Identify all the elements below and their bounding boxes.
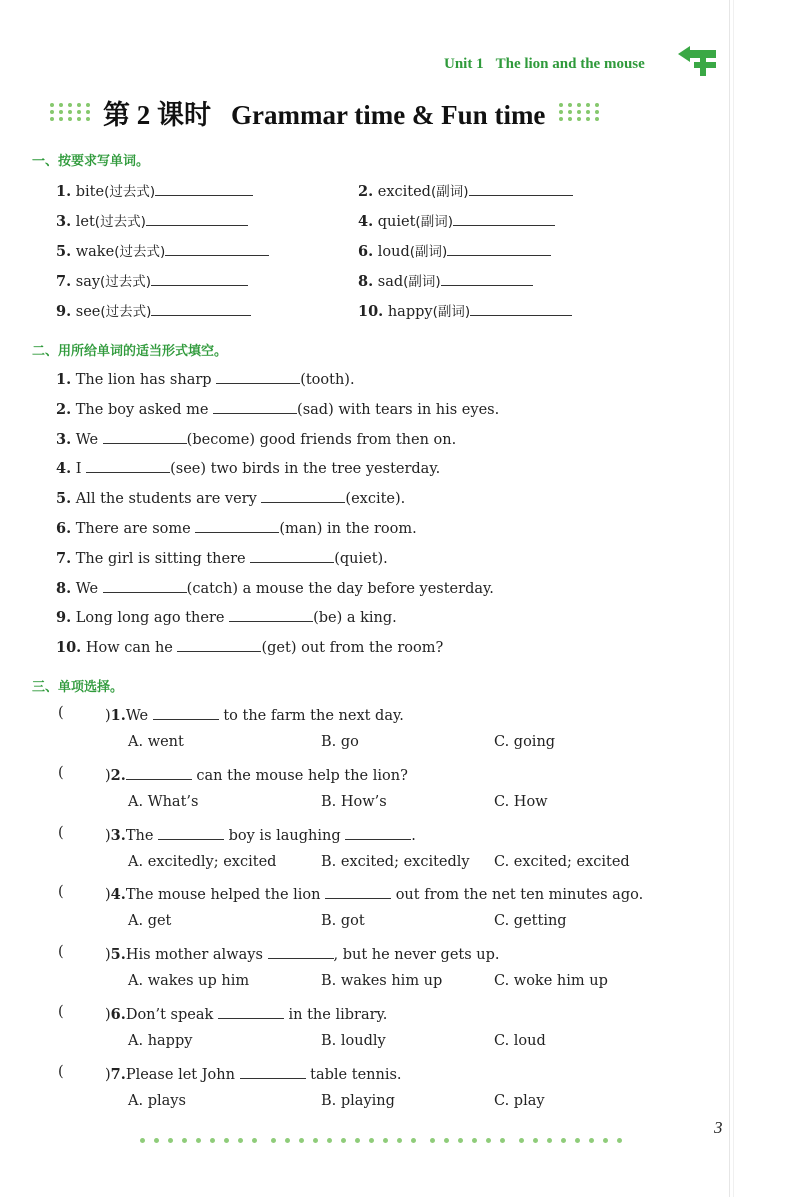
footer-dot bbox=[411, 1138, 416, 1143]
question-stem bbox=[105, 884, 643, 903]
item-number: 3. bbox=[56, 213, 72, 230]
answer-paren-open: ( bbox=[58, 764, 64, 781]
option-b[interactable]: B. got bbox=[321, 913, 365, 930]
word-task bbox=[358, 270, 533, 290]
item-number: 5. bbox=[110, 946, 126, 964]
option-a[interactable]: A. What’s bbox=[128, 793, 199, 810]
item-number: 6. bbox=[110, 1006, 126, 1023]
fill-blank-item bbox=[56, 578, 494, 597]
task-word: wake bbox=[75, 244, 115, 260]
unit-label: Unit 1 bbox=[444, 55, 484, 72]
answer-blank[interactable] bbox=[345, 825, 411, 840]
footer-dot bbox=[341, 1138, 346, 1143]
stem-text: Don’t speak bbox=[125, 1007, 218, 1023]
stem-text: can the mouse help the lion? bbox=[191, 767, 408, 784]
footer-dot bbox=[519, 1138, 524, 1143]
sentence-end: (man) in the room. bbox=[279, 521, 417, 537]
sentence-end: (be) a king. bbox=[313, 610, 397, 627]
stem-text: His mother always bbox=[125, 947, 268, 964]
answer-blank[interactable] bbox=[155, 181, 253, 196]
task-word: loud bbox=[377, 244, 410, 260]
answer-blank[interactable] bbox=[470, 301, 572, 316]
footer-dot bbox=[369, 1138, 374, 1143]
item-number: 6. bbox=[358, 243, 374, 260]
paren-close: ) bbox=[105, 827, 111, 844]
footer-dot bbox=[313, 1138, 318, 1143]
page-number: 3 bbox=[714, 1118, 723, 1137]
answer-blank[interactable] bbox=[218, 1004, 284, 1019]
task-word: let bbox=[75, 214, 95, 230]
item-number: 1. bbox=[110, 707, 126, 724]
option-a[interactable]: A. happy bbox=[128, 1033, 193, 1049]
answer-paren-open: ( bbox=[58, 1063, 64, 1080]
answer-blank[interactable] bbox=[153, 705, 219, 720]
footer-dot bbox=[327, 1138, 332, 1143]
footer-dot bbox=[533, 1138, 538, 1143]
item-number: 5. bbox=[56, 243, 72, 260]
item-number: 2. bbox=[358, 183, 374, 200]
mc-question bbox=[0, 1064, 760, 1084]
footer-dot bbox=[561, 1138, 566, 1143]
item-number: 1. bbox=[56, 183, 72, 200]
answer-blank[interactable] bbox=[151, 301, 251, 316]
option-a[interactable]: A. plays bbox=[128, 1092, 186, 1109]
option-c[interactable]: C. How bbox=[494, 793, 548, 810]
sentence-end: (get) out from the room? bbox=[261, 640, 444, 657]
task-word: excited bbox=[377, 184, 431, 200]
footer-dot bbox=[196, 1138, 201, 1143]
task-hint: (过去式) bbox=[100, 274, 152, 290]
footer-dot bbox=[547, 1138, 552, 1143]
answer-blank[interactable] bbox=[103, 578, 187, 593]
question-stem bbox=[105, 944, 500, 963]
option-b[interactable]: B. playing bbox=[321, 1092, 395, 1109]
sentence-start: We bbox=[75, 580, 103, 597]
footer-dot bbox=[472, 1138, 477, 1143]
footer-dot bbox=[603, 1138, 608, 1143]
stem-text: out from the net ten minutes ago. bbox=[391, 887, 644, 904]
sentence-start: There are some bbox=[75, 521, 196, 537]
footer-dot bbox=[252, 1138, 257, 1143]
word-task bbox=[358, 240, 551, 260]
fill-blank-item bbox=[56, 399, 499, 418]
option-b[interactable]: B. go bbox=[321, 734, 359, 750]
item-number: 9. bbox=[56, 609, 72, 627]
footer-dot bbox=[500, 1138, 505, 1143]
answer-blank[interactable] bbox=[103, 429, 187, 444]
stem-text: Please let John bbox=[125, 1066, 240, 1083]
footer-dot bbox=[182, 1138, 187, 1143]
fill-blank-item bbox=[56, 458, 440, 477]
answer-blank[interactable] bbox=[86, 458, 170, 473]
word-task bbox=[358, 300, 572, 320]
stem-text: table tennis. bbox=[305, 1066, 402, 1083]
answer-blank[interactable] bbox=[158, 825, 224, 840]
item-number: 7. bbox=[56, 273, 72, 290]
fill-blank-item bbox=[56, 429, 456, 448]
footer-dot bbox=[285, 1138, 290, 1143]
mc-question bbox=[0, 1004, 760, 1024]
mc-question bbox=[0, 705, 760, 725]
stem-text: . bbox=[411, 827, 416, 844]
fill-blank-item bbox=[56, 548, 388, 567]
option-a[interactable]: A. wakes up him bbox=[128, 973, 250, 990]
answer-blank[interactable] bbox=[146, 211, 248, 226]
sentence-end: (catch) a mouse the day before yesterday. bbox=[186, 580, 494, 597]
lesson-title bbox=[103, 93, 545, 132]
answer-blank[interactable] bbox=[177, 637, 261, 652]
option-b[interactable]: B. How’s bbox=[321, 793, 387, 810]
footer-dot bbox=[299, 1138, 304, 1143]
sentence-end: (excite). bbox=[345, 491, 406, 508]
option-b[interactable]: B. wakes him up bbox=[321, 973, 443, 990]
option-b[interactable]: B. loudly bbox=[321, 1033, 386, 1049]
item-number: 10. bbox=[358, 303, 384, 320]
paren-close: ) bbox=[105, 947, 111, 964]
answer-blank[interactable] bbox=[195, 518, 279, 533]
answer-slot[interactable] bbox=[68, 1004, 100, 1022]
item-number: 9. bbox=[56, 303, 72, 320]
paren-close: ) bbox=[105, 1066, 111, 1083]
item-number: 4. bbox=[110, 886, 126, 904]
footer-dot bbox=[210, 1138, 215, 1143]
item-number: 4. bbox=[358, 213, 374, 230]
footer-dot bbox=[355, 1138, 360, 1143]
paren-close: ) bbox=[105, 767, 111, 784]
task-hint: (过去式) bbox=[104, 184, 156, 200]
answer-blank[interactable] bbox=[325, 884, 391, 899]
task-word: happy bbox=[387, 304, 433, 320]
item-number: 3. bbox=[110, 826, 126, 844]
fill-blank-item bbox=[56, 518, 417, 537]
option-a[interactable]: A. went bbox=[128, 734, 184, 750]
item-number: 5. bbox=[56, 490, 72, 508]
sentence-end: (tooth). bbox=[300, 372, 355, 388]
fill-blank-item bbox=[56, 369, 355, 388]
question-stem bbox=[105, 1064, 402, 1083]
sentence-end: (quiet). bbox=[334, 550, 388, 567]
answer-blank[interactable] bbox=[213, 399, 297, 414]
stem-text: boy is laughing bbox=[224, 827, 346, 844]
item-number: 2. bbox=[56, 400, 72, 418]
paren-close: ) bbox=[105, 887, 111, 904]
fill-blank-item bbox=[56, 637, 443, 656]
task-word: see bbox=[75, 304, 101, 320]
option-c[interactable]: C. getting bbox=[494, 913, 567, 930]
sentence-start: The girl is sitting there bbox=[75, 550, 251, 567]
fill-blank-item bbox=[56, 607, 397, 626]
title-dots-left bbox=[50, 103, 91, 121]
answer-paren-open: ( bbox=[58, 884, 64, 901]
word-task bbox=[56, 270, 248, 290]
answer-blank[interactable] bbox=[240, 1064, 306, 1079]
answer-slot[interactable] bbox=[68, 944, 100, 962]
sentence-start: I bbox=[75, 461, 87, 478]
answer-blank[interactable] bbox=[453, 211, 555, 226]
paren-close: ) bbox=[105, 1007, 111, 1023]
answer-blank[interactable] bbox=[261, 488, 345, 503]
mc-question bbox=[0, 884, 760, 904]
stem-text: , but he never gets up. bbox=[333, 947, 500, 964]
running-header bbox=[444, 52, 645, 76]
answer-slot[interactable] bbox=[68, 705, 100, 723]
stem-text: We bbox=[125, 708, 153, 724]
answer-slot[interactable] bbox=[68, 825, 100, 843]
mc-question bbox=[0, 825, 760, 845]
question-stem bbox=[105, 705, 404, 724]
word-task bbox=[56, 210, 248, 230]
task-word: quiet bbox=[377, 214, 416, 230]
footer-dot bbox=[383, 1138, 388, 1143]
task-hint: (过去式) bbox=[114, 244, 166, 260]
answer-blank[interactable] bbox=[268, 944, 334, 959]
lesson-title-bar bbox=[50, 90, 690, 134]
section2-heading: 二、用所给单词的适当形式填空。 bbox=[32, 344, 228, 359]
task-word: say bbox=[75, 274, 101, 290]
stem-text: to the farm the next day. bbox=[218, 708, 404, 724]
footer-dot bbox=[154, 1138, 159, 1143]
task-hint: (副词) bbox=[430, 184, 469, 200]
item-number: 8. bbox=[358, 273, 374, 290]
answer-blank[interactable] bbox=[126, 765, 192, 780]
item-number: 8. bbox=[56, 579, 72, 597]
sentence-start: Long long ago there bbox=[75, 610, 230, 627]
sentence-start: We bbox=[75, 431, 103, 448]
option-c[interactable]: C. excited; excited bbox=[494, 853, 630, 870]
task-hint: (副词) bbox=[409, 244, 448, 260]
word-task bbox=[56, 240, 269, 260]
paren-close: ) bbox=[105, 708, 111, 724]
task-hint: (过去式) bbox=[100, 304, 152, 320]
answer-blank[interactable] bbox=[469, 181, 573, 196]
option-b[interactable]: B. excited; excitedly bbox=[321, 853, 470, 870]
section3-heading: 三、单项选择。 bbox=[32, 680, 124, 695]
lesson-topic: Grammar time & Fun time bbox=[231, 99, 546, 130]
option-c[interactable]: C. going bbox=[494, 734, 556, 750]
answer-slot[interactable] bbox=[68, 765, 100, 783]
footer-dot bbox=[589, 1138, 594, 1143]
unit-title: The lion and the mouse bbox=[495, 55, 645, 72]
item-number: 7. bbox=[56, 549, 72, 567]
footer-dot bbox=[458, 1138, 463, 1143]
task-word: bite bbox=[75, 184, 105, 200]
question-stem bbox=[105, 765, 408, 784]
footer-dot bbox=[575, 1138, 580, 1143]
item-number: 2. bbox=[110, 766, 126, 784]
task-hint: (过去式) bbox=[94, 214, 146, 230]
stem-text: The mouse helped the lion bbox=[125, 887, 326, 904]
footer-dot bbox=[238, 1138, 243, 1143]
option-c[interactable]: C. loud bbox=[494, 1033, 546, 1049]
item-number: 7. bbox=[110, 1065, 126, 1083]
option-a[interactable]: A. excitedly; excited bbox=[128, 853, 277, 870]
sentence-end: (see) two birds in the tree yesterday. bbox=[170, 461, 441, 478]
sentence-end: (become) good friends from then on. bbox=[186, 431, 457, 448]
word-task bbox=[358, 180, 573, 200]
signpost-arrow-icon bbox=[676, 44, 722, 78]
item-number: 6. bbox=[56, 520, 72, 537]
option-c[interactable]: C. play bbox=[494, 1092, 545, 1109]
sentence-start: The lion has sharp bbox=[75, 372, 217, 388]
answer-blank[interactable] bbox=[165, 241, 269, 256]
answer-slot[interactable] bbox=[68, 1064, 100, 1082]
answer-paren-open: ( bbox=[58, 1004, 64, 1020]
question-stem bbox=[105, 825, 416, 844]
footer-dot bbox=[224, 1138, 229, 1143]
answer-slot[interactable] bbox=[68, 884, 100, 902]
task-hint: (副词) bbox=[403, 274, 441, 290]
task-hint: (副词) bbox=[415, 214, 453, 230]
mc-question bbox=[0, 944, 760, 964]
option-a[interactable]: A. get bbox=[128, 913, 172, 930]
section1-heading: 一、按要求写单词。 bbox=[32, 154, 150, 169]
sentence-end: (sad) with tears in his eyes. bbox=[297, 401, 500, 418]
answer-paren-open: ( bbox=[58, 944, 64, 961]
answer-blank[interactable] bbox=[229, 607, 313, 622]
footer-dots bbox=[140, 1138, 631, 1143]
sentence-start: All the students are very bbox=[75, 491, 262, 508]
stem-text: The bbox=[125, 827, 159, 844]
fill-blank-item bbox=[56, 488, 405, 507]
answer-blank[interactable] bbox=[250, 548, 334, 563]
item-number: 4. bbox=[56, 460, 72, 478]
footer-dot bbox=[140, 1138, 145, 1143]
item-number: 3. bbox=[56, 430, 72, 448]
item-number: 1. bbox=[56, 371, 72, 388]
title-dots-right bbox=[559, 103, 600, 121]
answer-paren-open: ( bbox=[58, 824, 64, 841]
footer-dot bbox=[168, 1138, 173, 1143]
task-hint: (副词) bbox=[432, 304, 471, 320]
answer-blank[interactable] bbox=[447, 241, 551, 256]
answer-blank[interactable] bbox=[216, 369, 300, 384]
word-task bbox=[56, 180, 253, 200]
stem-text: in the library. bbox=[283, 1007, 388, 1023]
footer-dot bbox=[486, 1138, 491, 1143]
answer-blank[interactable] bbox=[151, 271, 248, 286]
lesson-number: 第 2 课时 bbox=[103, 99, 211, 130]
answer-paren-open: ( bbox=[58, 705, 64, 721]
answer-blank[interactable] bbox=[441, 271, 533, 286]
footer-dot bbox=[271, 1138, 276, 1143]
mc-question bbox=[0, 765, 760, 785]
footer-dot bbox=[444, 1138, 449, 1143]
word-task bbox=[358, 210, 555, 230]
option-c[interactable]: C. woke him up bbox=[494, 973, 608, 990]
footer-dot bbox=[617, 1138, 622, 1143]
word-task bbox=[56, 300, 251, 320]
question-stem bbox=[105, 1004, 387, 1023]
sentence-start: How can he bbox=[85, 640, 178, 657]
task-word: sad bbox=[377, 274, 404, 290]
footer-dot bbox=[430, 1138, 435, 1143]
footer-dot bbox=[397, 1138, 402, 1143]
sentence-start: The boy asked me bbox=[75, 401, 214, 418]
item-number: 10. bbox=[56, 639, 82, 657]
